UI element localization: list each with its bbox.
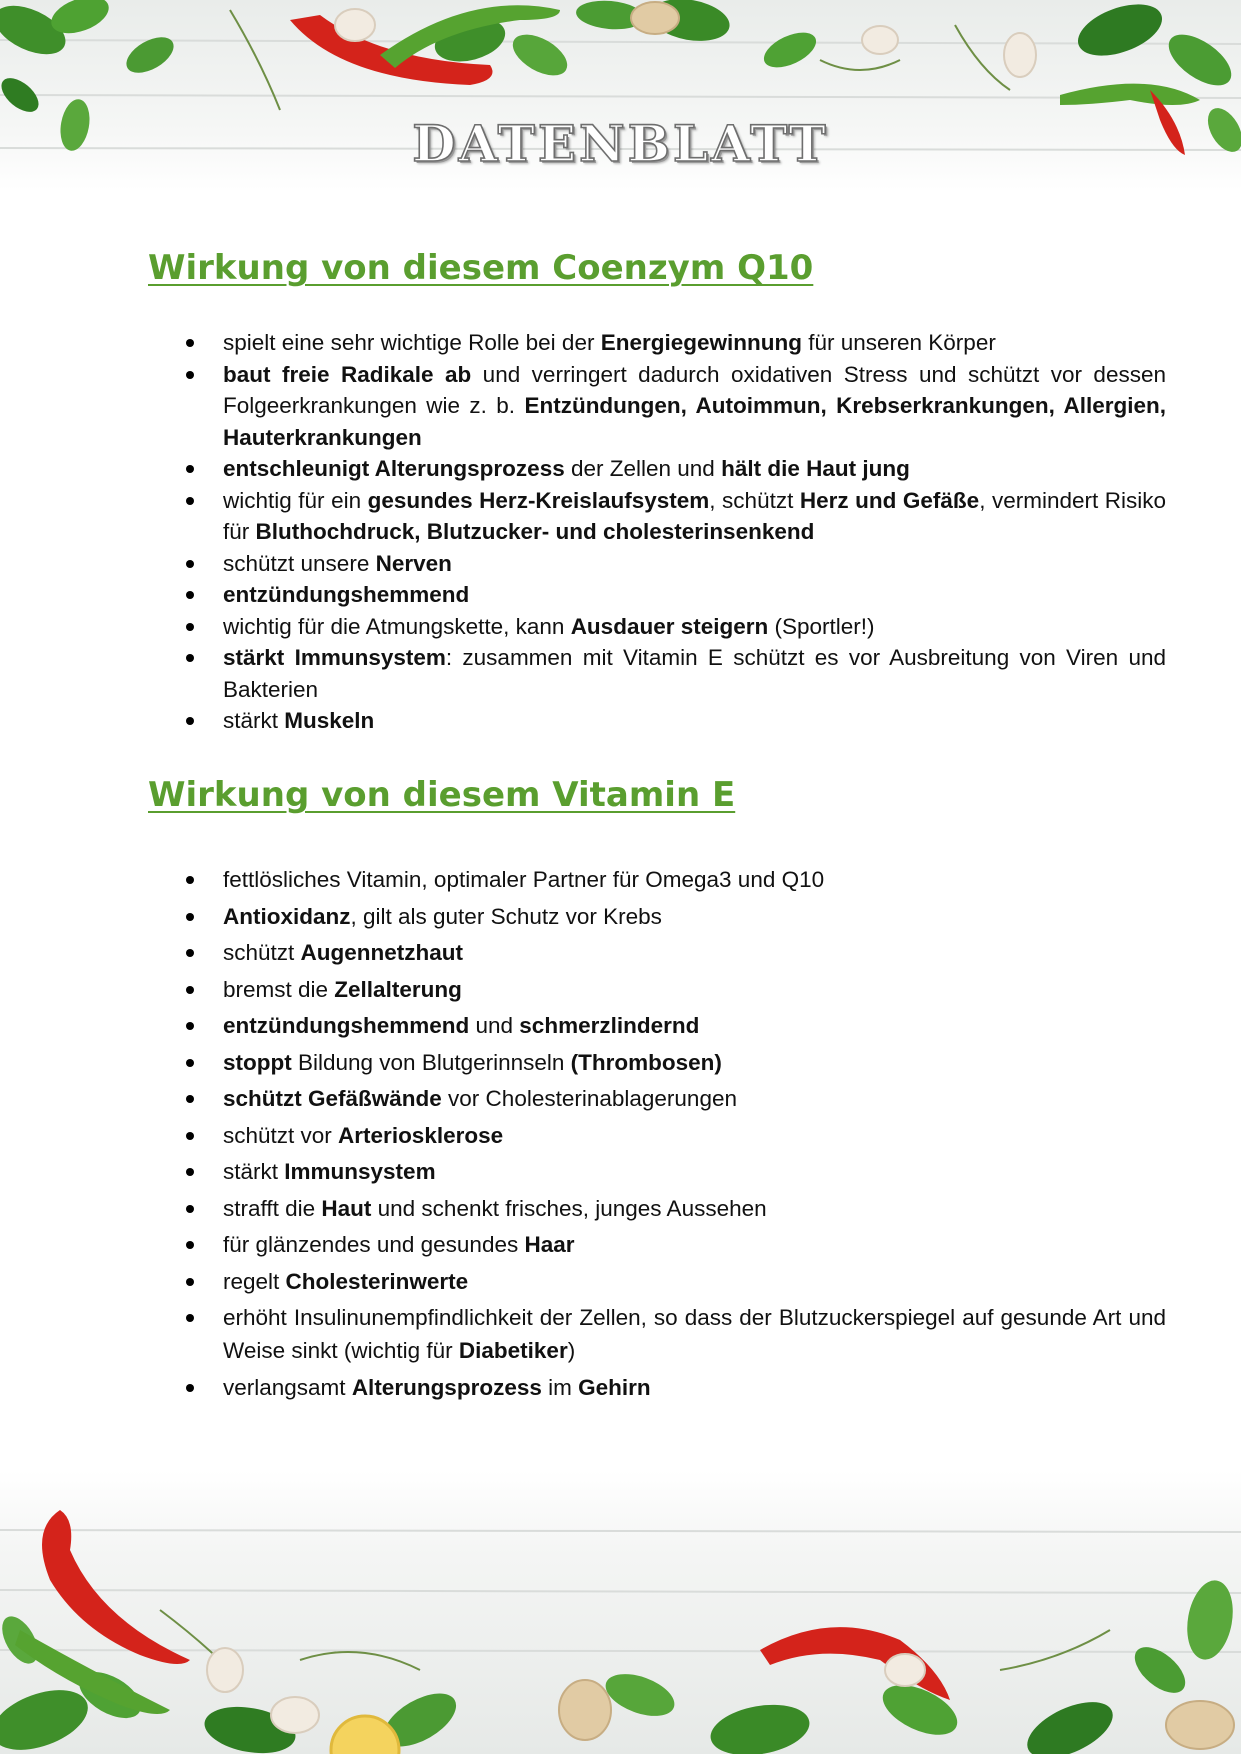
bold-text: Herz und Gefäße [799, 487, 980, 513]
list-item [178, 579, 1166, 611]
text-segment: im [541, 1374, 579, 1400]
text-segment: erhöht Insulinunempfindlichkeit der Zellen, so dass der Blutzuckerspiegel auf gesunde Art und Weise sinkt (wichtig für [223, 1305, 1166, 1363]
bold-text: Cholesterinwerte [285, 1268, 469, 1294]
text-segment: , vermindert Risiko für [223, 487, 1167, 544]
text-segment: schützt vor [223, 1122, 339, 1148]
list-item [178, 863, 1166, 896]
list-item [178, 1228, 1166, 1261]
page-title: DATENBLATT [412, 114, 829, 173]
text-segment: (Sportler!) [768, 613, 875, 639]
text-segment: der Zellen und [564, 456, 722, 481]
bold-text: Entzündungen, Autoimmun, Krebserkrankungen, Allergien, Hauterkrankungen [223, 393, 1166, 450]
bold-text: Alterungsprozess [351, 1374, 542, 1400]
text-segment: bremst die [223, 976, 335, 1002]
bold-text: entzündungshemmend [223, 1013, 470, 1038]
text-segment: stärkt [223, 708, 285, 733]
text-segment: spielt eine sehr wichtige Rolle bei der [223, 330, 601, 355]
list-item [178, 453, 1166, 485]
bottom-vegetable-border [0, 1470, 1241, 1754]
bold-text: Immunsystem [284, 1159, 436, 1184]
bold-text: stoppt [223, 1049, 292, 1075]
text-segment: und schenkt frisches, junges Aussehen [371, 1195, 767, 1221]
text-segment: stärkt [223, 1159, 285, 1184]
text-segment: für unseren Körper [801, 330, 996, 355]
text-segment: vor Cholesterinablagerungen [441, 1086, 737, 1111]
text-segment: , gilt als guter Schutz vor Krebs [350, 903, 662, 929]
list-item [178, 1119, 1166, 1152]
bold-text: Diabetiker [458, 1338, 568, 1363]
text-segment: regelt [223, 1268, 286, 1294]
bold-text: Antioxidanz [223, 903, 351, 929]
bold-text: (Thrombosen) [570, 1049, 722, 1075]
bold-text: hält die Haut jung [721, 456, 910, 481]
text-segment: : zusammen mit Vitamin E schützt es vor Ausbreitung von Viren und Bakterien [223, 645, 1166, 702]
list-item [178, 1046, 1166, 1079]
bold-text: Haut [321, 1195, 372, 1221]
bold-text: entschleunigt Alterungsprozess [223, 456, 565, 481]
text-segment: fettlösliches Vitamin, optimaler Partner für Omega3 und Q10 [223, 867, 825, 892]
bold-text: stärkt Immunsystem [223, 645, 446, 670]
text-segment: Bildung von Blutgerinnseln [291, 1049, 571, 1075]
list-item [178, 642, 1166, 705]
list-item [178, 548, 1166, 580]
list-item [178, 705, 1166, 737]
bold-text: Gehirn [578, 1374, 651, 1400]
list-item [178, 973, 1166, 1006]
text-segment: schützt unsere [223, 550, 376, 576]
bold-text: Zellalterung [334, 976, 462, 1002]
text-segment: strafft die [223, 1195, 322, 1221]
list-item [178, 327, 1166, 359]
list-item [178, 1265, 1166, 1298]
list-item [178, 1009, 1166, 1042]
coenzym-q10-effects-list [178, 327, 1166, 737]
bold-text: schützt Gefäßwände [223, 1086, 442, 1111]
text-segment: ) [567, 1338, 576, 1363]
list-item [178, 611, 1166, 643]
ginger-root-icon [631, 2, 679, 34]
text-segment: , schützt [709, 487, 800, 513]
text-segment: für glänzendes und gesundes [223, 1232, 525, 1257]
list-item [178, 485, 1166, 548]
section-heading-coenzym-q10: Wirkung von diesem Coenzym Q10 [148, 248, 814, 288]
bold-text: Haar [524, 1232, 575, 1257]
text-segment: wichtig für ein [223, 487, 368, 513]
list-item [178, 1192, 1166, 1225]
text-segment: schützt [223, 940, 301, 965]
list-item [178, 1155, 1166, 1188]
bold-text: Arteriosklerose [338, 1122, 504, 1148]
text-segment: und verringert dadurch oxidativen Stress und schützt vor dessen Folgeerkrankungen wie z. b. [223, 361, 1166, 418]
bold-text: schmerzlindernd [519, 1013, 700, 1038]
bold-text: gesundes Herz-Kreislaufsystem [367, 487, 710, 513]
list-item [178, 900, 1166, 933]
list-item [178, 1301, 1166, 1367]
list-item [178, 359, 1166, 454]
list-item [178, 1082, 1166, 1115]
text-segment: wichtig für die Atmungskette, kann [223, 613, 571, 639]
bold-text: Muskeln [284, 708, 375, 733]
bold-text: entzündungshemmend [223, 582, 470, 607]
bold-text: Augennetzhaut [300, 940, 464, 965]
bold-text: baut freie Radikale ab [223, 361, 472, 387]
vitamin-e-effects-list [178, 863, 1166, 1407]
list-item [178, 1371, 1166, 1404]
text-segment: und [469, 1013, 520, 1038]
list-item [178, 936, 1166, 969]
section-heading-vitamin-e: Wirkung von diesem Vitamin E [148, 775, 736, 815]
bold-text: Ausdauer steigern [570, 613, 769, 639]
bold-text: Energiegewinnung [600, 330, 802, 355]
bold-text: Bluthochdruck, Blutzucker- und cholesterinsenkend [255, 519, 815, 544]
bold-text: Nerven [375, 550, 452, 576]
text-segment: verlangsamt [223, 1374, 352, 1400]
